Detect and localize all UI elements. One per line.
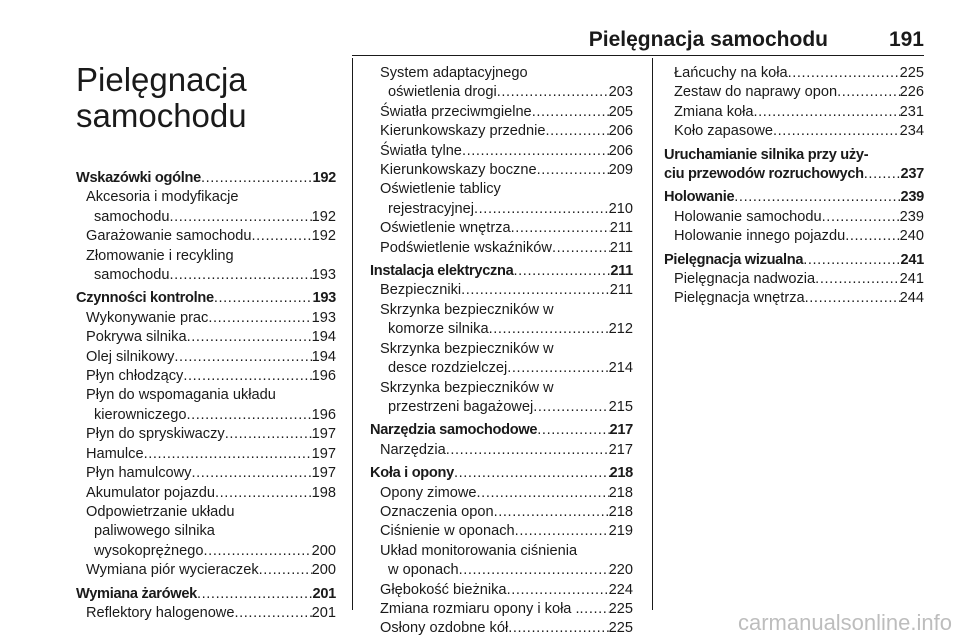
toc-entry-title: Złomowanie i recykling xyxy=(86,247,234,264)
dot-leader xyxy=(515,522,609,541)
toc-entry-title: Płyn hamulcowy xyxy=(86,465,192,482)
toc-entry-page: 197 xyxy=(311,445,336,462)
toc-entry xyxy=(370,340,633,359)
toc-entry xyxy=(370,239,633,258)
toc-entry xyxy=(370,441,633,460)
dot-leader xyxy=(508,619,608,638)
toc-entry-page: 225 xyxy=(608,620,633,637)
toc-entry-title: Płyn do wspomagania układu xyxy=(86,387,276,404)
dot-leader xyxy=(580,600,609,619)
toc-entry-page: 197 xyxy=(311,465,336,482)
toc-entry xyxy=(664,289,924,308)
page-number: 191 xyxy=(888,28,924,51)
dot-leader xyxy=(461,281,610,300)
toc-column-3 xyxy=(664,64,924,309)
chapter-title-line2: samochodu xyxy=(76,97,247,134)
dot-leader xyxy=(201,169,313,188)
dot-leader xyxy=(462,142,609,161)
toc-entry-title: Skrzynka bezpieczników w xyxy=(380,379,554,396)
toc-entry-title: Zmiana koła xyxy=(674,103,754,120)
toc-entry-title: Olej silnikowy xyxy=(86,348,175,365)
toc-entry xyxy=(370,379,633,398)
dot-leader xyxy=(477,484,609,503)
toc-entry xyxy=(370,219,633,238)
toc-entry-title: Garażowanie samochodu xyxy=(86,228,252,245)
dot-leader xyxy=(773,122,900,141)
toc-entry xyxy=(370,600,633,619)
chapter-title-line1: Pielęgnacja xyxy=(76,61,247,98)
dot-leader xyxy=(507,359,608,378)
toc-entry-title: Koła i opony xyxy=(370,465,454,482)
toc-entry-page: 239 xyxy=(899,208,924,225)
toc-entry xyxy=(664,83,924,102)
dot-leader xyxy=(191,464,311,483)
dot-leader xyxy=(169,208,311,227)
toc-entry xyxy=(370,122,633,141)
toc-entry xyxy=(370,503,633,522)
toc-section-entry xyxy=(76,169,336,188)
toc-entry xyxy=(370,619,633,638)
toc-section-entry xyxy=(664,146,924,165)
toc-entry-page: 217 xyxy=(609,422,633,439)
toc-entry xyxy=(370,359,633,378)
dot-leader xyxy=(864,165,901,184)
toc-entry xyxy=(370,103,633,122)
toc-entry-title: rejestracyjnej xyxy=(388,200,474,217)
toc-entry-title: Hamulce xyxy=(86,445,144,462)
dot-leader xyxy=(186,406,311,425)
toc-entry xyxy=(370,200,633,219)
toc-entry-title: Oświetlenie wnętrza xyxy=(380,220,511,237)
toc-entry-title: Pokrywa silnika xyxy=(86,329,187,346)
dot-leader xyxy=(215,484,312,503)
dot-leader xyxy=(225,425,312,444)
dot-leader xyxy=(489,320,609,339)
toc-entry-title: ciu przewodów rozruchowych xyxy=(664,166,864,183)
toc-entry-title: Pielęgnacja nadwozia xyxy=(674,271,816,288)
toc-entry xyxy=(370,64,633,83)
toc-entry-title: Zestaw do naprawy opon xyxy=(674,84,838,101)
header-rule xyxy=(352,55,924,56)
toc-entry-title: Narzędzia xyxy=(380,441,446,458)
toc-entry-title: samochodu xyxy=(94,208,170,225)
toc-entry xyxy=(76,328,336,347)
toc-entry xyxy=(76,227,336,246)
toc-entry-title: Ciśnienie w oponach xyxy=(380,523,515,540)
toc-entry-title: Pielęgnacja wnętrza xyxy=(674,290,805,307)
dot-leader xyxy=(454,464,610,483)
toc-entry-title: Holowanie samochodu xyxy=(674,208,822,225)
toc-entry-page: 241 xyxy=(900,251,924,268)
toc-entry-title: komorze silnika xyxy=(388,321,489,338)
toc-entry xyxy=(76,188,336,207)
toc-entry-title: Bezpieczniki xyxy=(380,282,462,299)
dot-leader xyxy=(474,200,609,219)
toc-entry xyxy=(76,503,336,522)
dot-leader xyxy=(204,542,312,561)
toc-entry xyxy=(76,445,336,464)
toc-entry-title: Wskazówki ogólne xyxy=(76,170,201,186)
toc-entry xyxy=(664,208,924,227)
toc-entry xyxy=(76,367,336,386)
dot-leader xyxy=(533,398,608,417)
dot-leader xyxy=(214,289,313,308)
dot-leader xyxy=(183,367,311,386)
toc-entry-title: Pielęgnacja wizualna xyxy=(664,251,804,268)
toc-entry-page: 215 xyxy=(608,398,633,415)
toc-entry-page: 225 xyxy=(608,600,633,617)
dot-leader xyxy=(815,270,899,289)
toc-entry xyxy=(370,542,633,561)
toc-entry-page: 193 xyxy=(312,290,336,307)
toc-section-entry xyxy=(664,188,924,207)
toc-entry xyxy=(76,484,336,503)
toc-entry xyxy=(76,348,336,367)
dot-leader xyxy=(497,83,609,102)
toc-entry-title: Wymiana piór wycieraczek xyxy=(86,562,259,579)
toc-entry xyxy=(76,406,336,425)
toc-entry xyxy=(370,561,633,580)
toc-entry-title: Oświetlenie tablicy xyxy=(380,181,501,198)
toc-entry-page: 201 xyxy=(312,585,336,602)
toc-entry-page: 234 xyxy=(899,123,924,140)
toc-entry-title: Instalacja elektryczna xyxy=(370,263,514,280)
dot-leader xyxy=(805,289,900,308)
column-rule-1 xyxy=(352,58,353,610)
toc-entry-page: 200 xyxy=(311,542,336,559)
toc-entry-page: 198 xyxy=(311,484,336,501)
dot-leader xyxy=(459,561,609,580)
toc-entry-title: System adaptacyjnego xyxy=(380,65,528,81)
toc-entry-title: Światła tylne xyxy=(380,142,462,159)
toc-entry-title: Wykonywanie prac xyxy=(86,309,209,326)
dot-leader xyxy=(537,161,609,180)
dot-leader xyxy=(197,585,313,604)
toc-entry xyxy=(76,247,336,266)
dot-leader xyxy=(532,103,609,122)
toc-entry-page: 240 xyxy=(899,228,924,245)
toc-entry xyxy=(76,464,336,483)
toc-entry-title: Odpowietrzanie układu xyxy=(86,503,235,520)
toc-entry-page: 192 xyxy=(311,228,336,245)
toc-entry xyxy=(76,522,336,541)
toc-entry-page: 211 xyxy=(609,282,633,299)
chapter-title xyxy=(76,62,346,134)
toc-section-entry xyxy=(370,464,633,483)
toc-entry xyxy=(664,122,924,141)
toc-entry-page: 219 xyxy=(608,523,633,540)
dot-leader xyxy=(144,445,312,464)
toc-entry xyxy=(370,161,633,180)
toc-section-entry xyxy=(76,585,336,604)
toc-entry xyxy=(76,425,336,444)
toc-entry-page: 211 xyxy=(609,220,633,237)
toc-entry-page: 203 xyxy=(608,84,633,101)
toc-entry xyxy=(370,180,633,199)
toc-entry xyxy=(370,581,633,600)
dot-leader xyxy=(545,122,608,141)
dot-leader xyxy=(187,328,312,347)
toc-entry-page: 217 xyxy=(608,441,633,458)
toc-entry-title: Światła przeciwmgielne xyxy=(380,103,532,120)
toc-section-entry xyxy=(664,165,924,184)
toc-entry xyxy=(76,542,336,561)
dot-leader xyxy=(494,503,609,522)
toc-entry-page: 197 xyxy=(311,426,336,443)
toc-entry-title: Zmiana rozmiaru opony i koła . xyxy=(380,600,580,617)
toc-entry xyxy=(370,83,633,102)
toc-entry-page: 192 xyxy=(311,208,336,225)
dot-leader xyxy=(754,103,900,122)
toc-entry xyxy=(76,386,336,405)
toc-entry-title: Łańcuchy na koła xyxy=(674,65,788,81)
toc-entry xyxy=(664,103,924,122)
toc-column-1 xyxy=(76,169,336,623)
toc-entry-page: 231 xyxy=(899,103,924,120)
toc-entry-title: Skrzynka bezpieczników w xyxy=(380,301,554,318)
toc-entry-title: Podświetlenie wskaźników xyxy=(380,239,552,256)
toc-entry-page: 220 xyxy=(608,562,633,579)
toc-entry-page: 194 xyxy=(311,329,336,346)
toc-entry-page: 210 xyxy=(608,200,633,217)
dot-leader xyxy=(169,266,311,285)
toc-entry xyxy=(76,266,336,285)
toc-entry-page: 226 xyxy=(899,84,924,101)
toc-entry-title: Osłony ozdobne kół xyxy=(380,620,509,637)
page-header xyxy=(352,28,924,52)
toc-column-2 xyxy=(370,64,633,639)
toc-entry-title: Głębokość bieżnika xyxy=(380,581,507,598)
toc-entry-page: 193 xyxy=(311,267,336,284)
toc-entry-title: Kierunkowskazy boczne xyxy=(380,162,537,179)
toc-section-entry xyxy=(370,262,633,281)
dot-leader xyxy=(234,604,311,623)
toc-section-entry xyxy=(370,421,633,440)
toc-entry xyxy=(76,561,336,580)
dot-leader xyxy=(788,64,900,83)
toc-entry-page: 201 xyxy=(311,604,336,621)
toc-entry-title: paliwowego silnika xyxy=(94,523,215,540)
toc-entry-title: desce rozdzielczej xyxy=(388,360,508,377)
dot-leader xyxy=(446,441,609,460)
toc-entry-page: 200 xyxy=(311,562,336,579)
toc-entry xyxy=(664,64,924,83)
toc-entry-page: 244 xyxy=(899,290,924,307)
toc-entry-title: samochodu xyxy=(94,267,170,284)
toc-entry xyxy=(76,604,336,623)
toc-entry-title: Koło zapasowe xyxy=(674,123,773,140)
toc-entry xyxy=(370,398,633,417)
toc-entry-page: 206 xyxy=(608,123,633,140)
running-title: Pielęgnacja samochodu xyxy=(588,28,828,51)
watermark: carmanualsonline.info xyxy=(737,610,952,635)
toc-entry-title: Czynności kontrolne xyxy=(76,290,214,307)
toc-entry-page: 224 xyxy=(608,581,633,598)
dot-leader xyxy=(513,262,610,281)
toc-entry-title: Akcesoria i modyfikacje xyxy=(86,189,239,206)
toc-entry xyxy=(370,301,633,320)
toc-entry-title: Skrzynka bezpieczników w xyxy=(380,340,554,357)
toc-entry xyxy=(664,270,924,289)
toc-entry xyxy=(370,281,633,300)
dot-leader xyxy=(252,227,312,246)
dot-leader xyxy=(507,581,609,600)
toc-entry-title: Wymiana żarówek xyxy=(76,585,197,602)
toc-entry-page: 206 xyxy=(608,142,633,159)
toc-entry-title: Holowanie innego pojazdu xyxy=(674,228,846,245)
toc-entry-title: Układ monitorowania ciśnienia xyxy=(380,542,578,559)
dot-leader xyxy=(208,309,311,328)
toc-entry-page: 218 xyxy=(609,465,633,482)
toc-entry-page: 218 xyxy=(608,503,633,520)
dot-leader xyxy=(259,561,312,580)
toc-entry-page: 196 xyxy=(311,368,336,385)
toc-entry-page: 193 xyxy=(311,309,336,326)
toc-entry-title: Płyn chłodzący xyxy=(86,368,184,385)
toc-entry-page: 239 xyxy=(900,189,924,206)
toc-entry-title: Uruchamianie silnika przy uży- xyxy=(664,146,869,163)
toc-entry-title: Oznaczenia opon xyxy=(380,503,494,520)
toc-entry-title: wysokoprężnego xyxy=(94,542,204,559)
toc-entry-page: 212 xyxy=(608,321,633,338)
dot-leader xyxy=(511,219,610,238)
toc-entry-page: 214 xyxy=(608,360,633,377)
toc-entry-page: 211 xyxy=(609,239,633,256)
dot-leader xyxy=(845,227,899,246)
dot-leader xyxy=(822,208,900,227)
dot-leader xyxy=(734,188,900,207)
toc-entry-title: Akumulator pojazdu xyxy=(86,484,215,501)
toc-entry-page: 237 xyxy=(900,166,924,183)
toc-entry-page: 196 xyxy=(311,406,336,423)
toc-entry xyxy=(664,227,924,246)
dot-leader xyxy=(174,348,311,367)
toc-entry xyxy=(370,484,633,503)
toc-entry xyxy=(76,208,336,227)
toc-entry-title: Narzędzia samochodowe xyxy=(370,422,538,439)
toc-entry-page: 205 xyxy=(608,103,633,120)
toc-entry-page: 192 xyxy=(312,170,336,186)
toc-entry-page: 218 xyxy=(608,484,633,501)
toc-entry-title: Holowanie xyxy=(664,189,735,206)
toc-section-entry xyxy=(76,289,336,308)
toc-entry-title: oświetlenia drogi xyxy=(388,84,497,101)
toc-entry-title: Reflektory halogenowe xyxy=(86,604,235,621)
toc-entry-title: przestrzeni bagażowej xyxy=(388,398,534,415)
toc-entry-page: 225 xyxy=(899,65,924,81)
toc-entry-page: 194 xyxy=(311,348,336,365)
toc-entry xyxy=(370,142,633,161)
dot-leader xyxy=(552,239,610,258)
toc-entry-title: Kierunkowskazy przednie xyxy=(380,123,546,140)
toc-entry xyxy=(370,522,633,541)
toc-entry xyxy=(370,320,633,339)
dot-leader xyxy=(837,83,900,102)
toc-entry-title: kierowniczego xyxy=(94,406,187,423)
dot-leader xyxy=(803,251,900,270)
toc-section-entry xyxy=(664,251,924,270)
toc-entry-page: 241 xyxy=(899,271,924,288)
toc-entry-page: 209 xyxy=(608,162,633,179)
toc-entry-page: 211 xyxy=(610,263,633,280)
column-rule-2 xyxy=(652,58,653,610)
toc-entry-title: Płyn do spryskiwaczy xyxy=(86,426,225,443)
toc-entry xyxy=(76,309,336,328)
dot-leader xyxy=(537,421,609,440)
toc-entry-title: Opony zimowe xyxy=(380,484,477,501)
toc-entry-title: w oponach xyxy=(388,562,459,579)
